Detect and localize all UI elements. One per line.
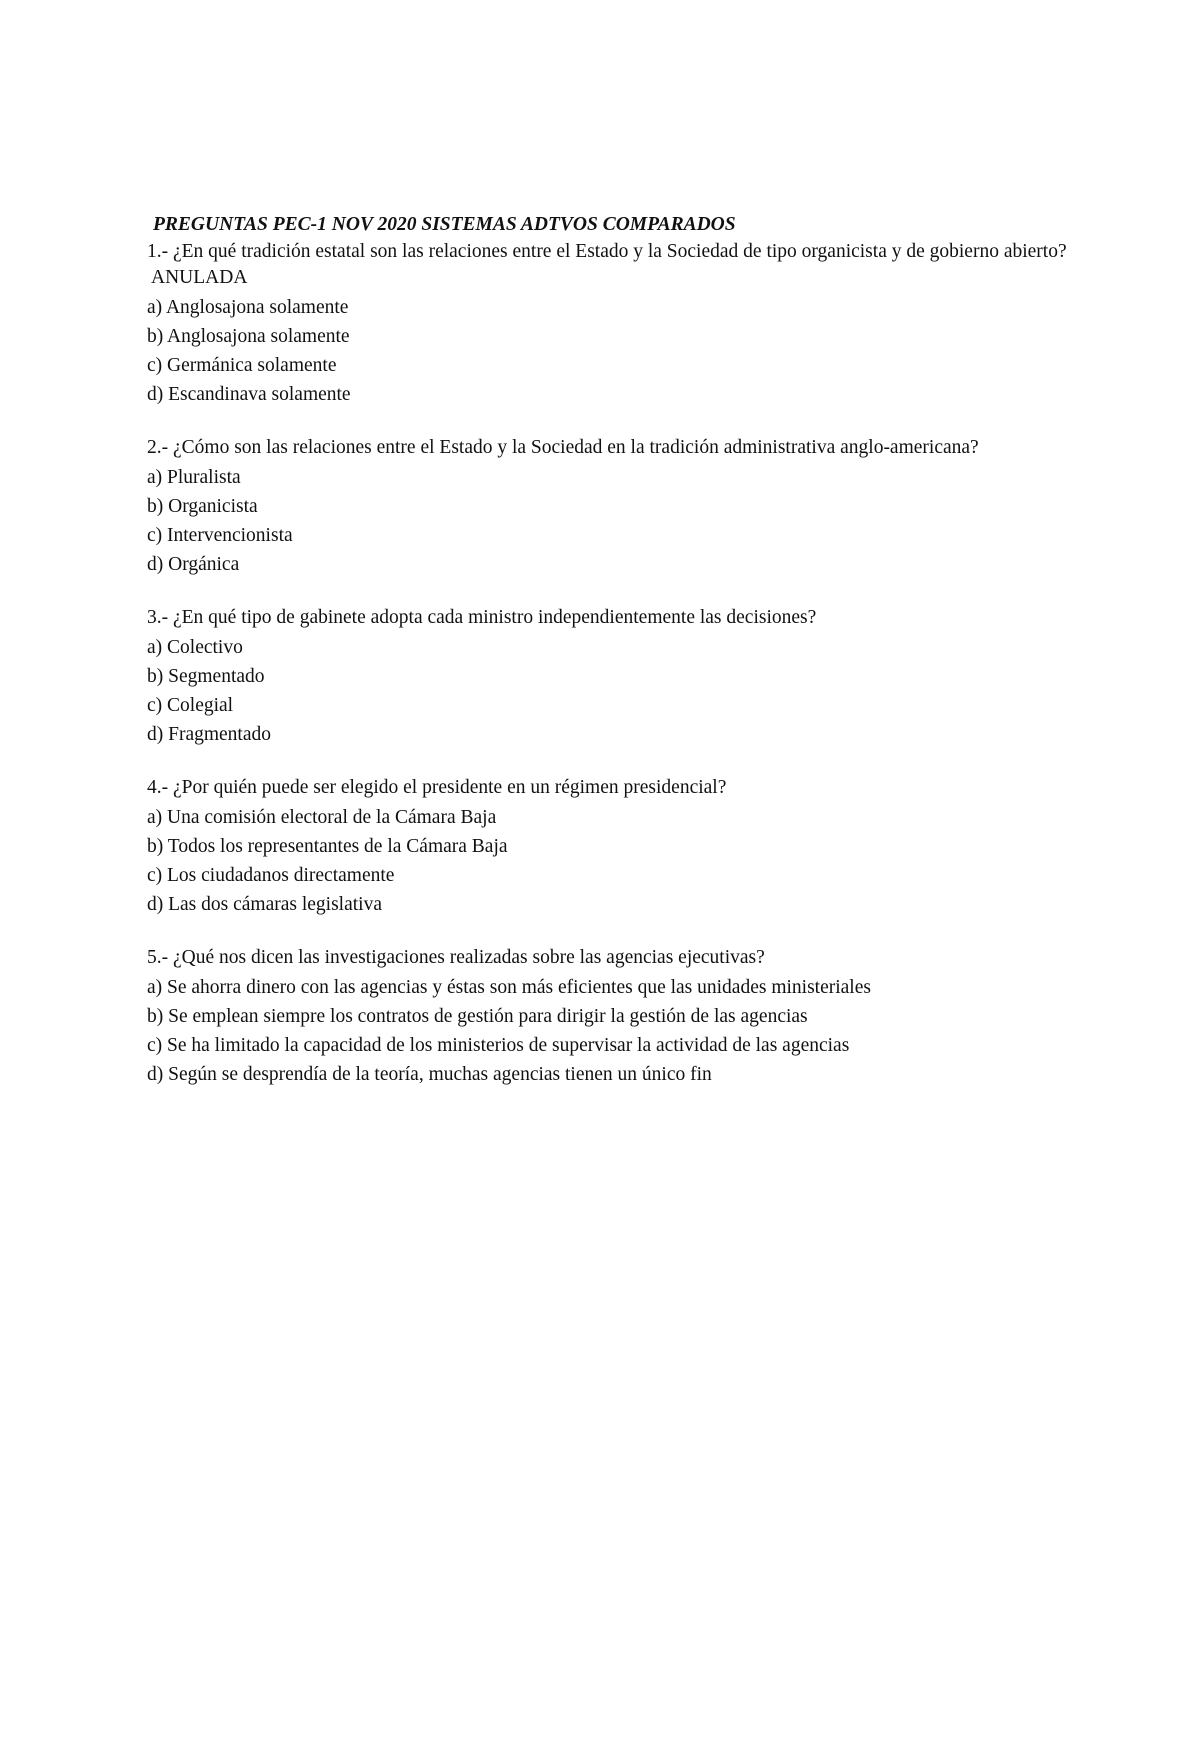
answer-option: d) Orgánica [147,554,240,575]
answer-option: d) Las dos cámaras legislativa [147,894,382,915]
answer-option: a) Se ahorra dinero con las agencias y éstas son más eficientes que las unidades ministeriales [147,977,871,998]
question-list [147,239,1087,1115]
answer-option: b) Organicista [147,496,258,517]
answer-option: a) Colectivo [147,637,243,658]
question-1-text: 1.- ¿En qué tradición estatal son las relaciones entre el Estado y la Sociedad de tipo organicista y de gobierno abierto? [147,241,1067,262]
answer-option: d) Escandinava solamente [147,384,351,405]
question-1-annulled-note: ANULADA [151,267,248,288]
answer-option: c) Colegial [147,695,234,716]
question-1 [147,239,1087,409]
answer-option: c) Intervencionista [147,525,293,546]
answer-option: c) Los ciudadanos directamente [147,865,395,886]
question-3 [147,605,1087,749]
answer-option: c) Se ha limitado la capacidad de los ministerios de supervisar la actividad de las agencias [147,1035,850,1056]
answer-option: d) Fragmentado [147,724,272,745]
answer-option: a) Anglosajona solamente [147,297,349,318]
answer-option: c) Germánica solamente [147,355,337,376]
question-4 [147,775,1087,919]
question-3-text: 3.- ¿En qué tipo de gabinete adopta cada ministro independientemente las decisiones? [147,607,817,628]
question-2-text: 2.- ¿Cómo son las relaciones entre el Estado y la Sociedad en la tradición administrativa anglo-americana? [147,437,979,458]
question-text [147,239,1087,291]
answer-option: b) Anglosajona solamente [147,326,350,347]
answer-option: a) Pluralista [147,467,241,488]
question-4-text: 4.- ¿Por quién puede ser elegido el presidente en un régimen presidencial? [147,777,727,798]
answer-option: d) Según se desprendía de la teoría, muchas agencias tienen un único fin [147,1064,712,1085]
answer-option: b) Todos los representantes de la Cámara Baja [147,836,508,857]
question-5-text: 5.- ¿Qué nos dicen las investigaciones realizadas sobre las agencias ejecutivas? [147,947,765,968]
answer-option: a) Una comisión electoral de la Cámara Baja [147,807,497,828]
answer-option: b) Segmentado [147,666,265,687]
question-2 [147,435,1087,579]
document-title: PREGUNTAS PEC-1 NOV 2020 SISTEMAS ADTVOS COMPARADOS [153,214,736,235]
question-5 [147,945,1087,1089]
answer-option: b) Se emplean siempre los contratos de gestión para dirigir la gestión de las agencias [147,1006,808,1027]
